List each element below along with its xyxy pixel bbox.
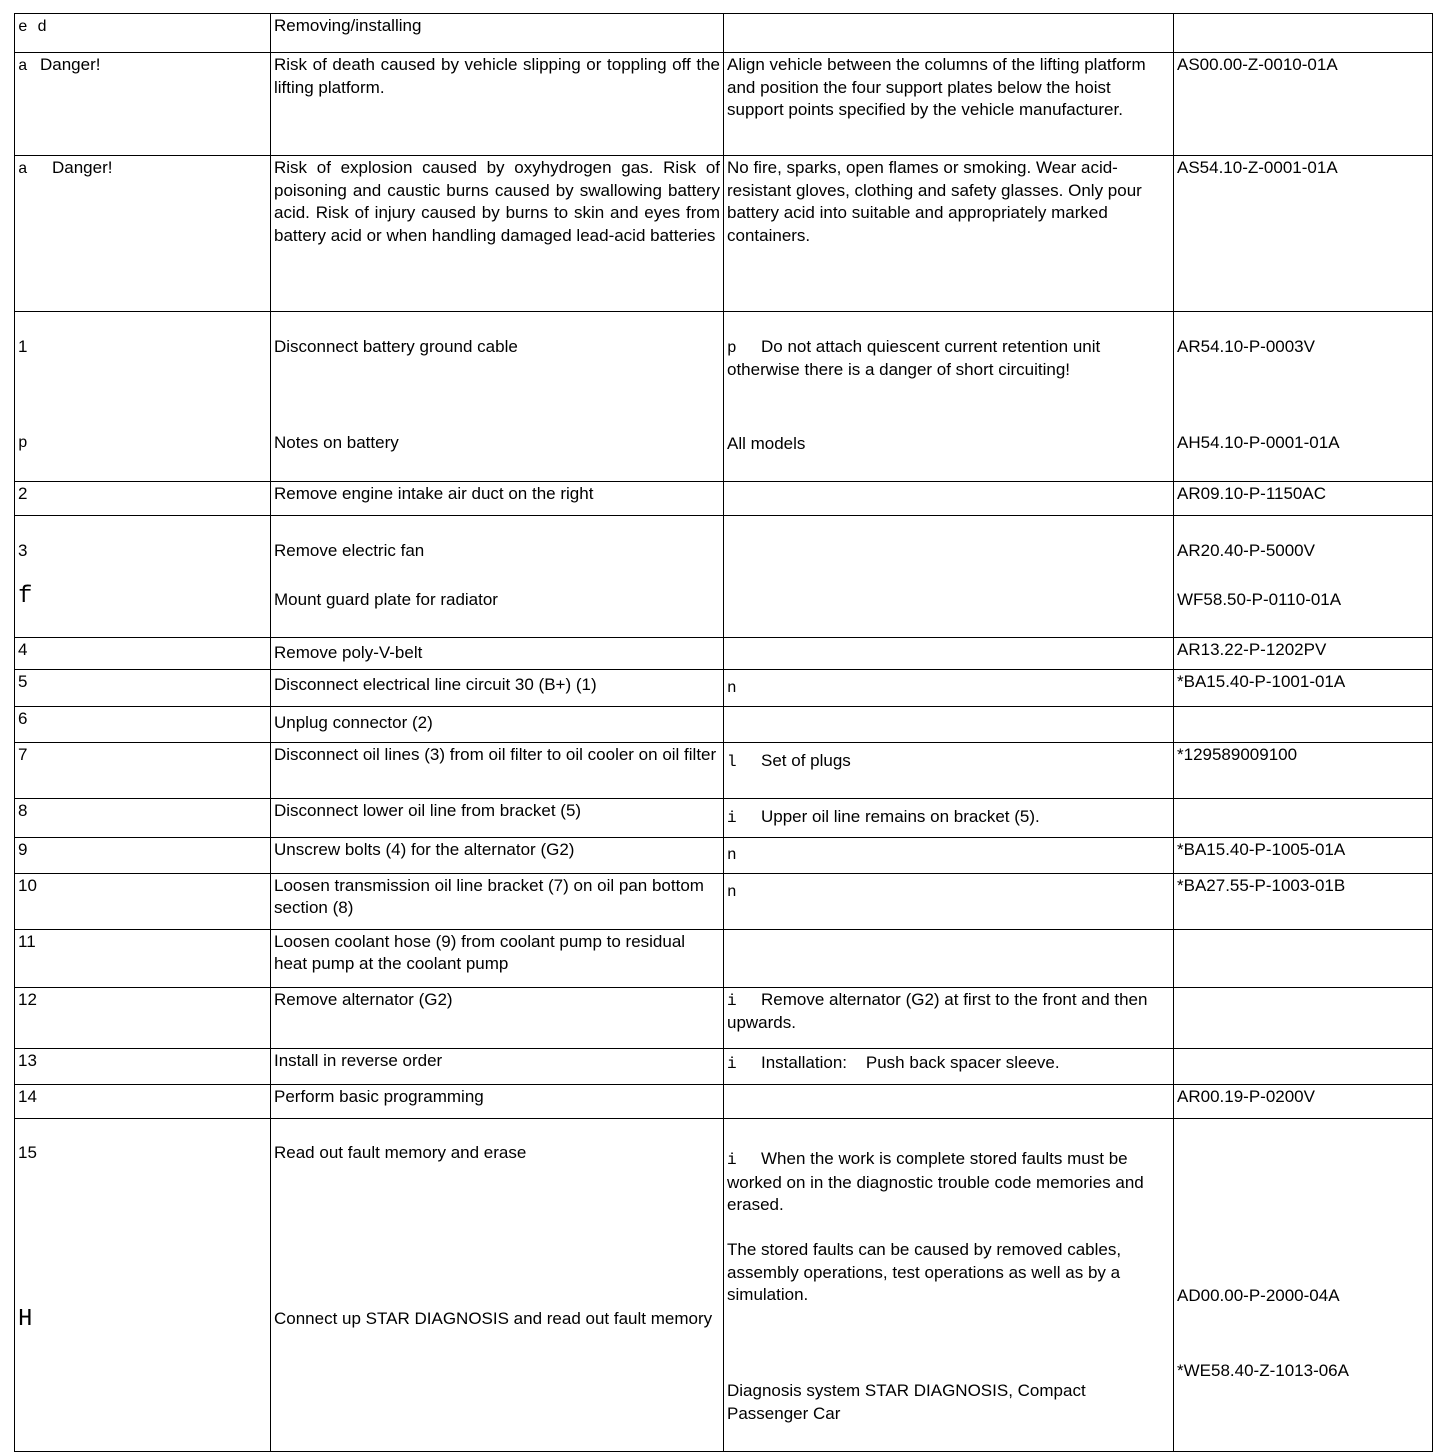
step-action: Remove poly-V-belt: [271, 637, 724, 669]
step-row: [15, 1118, 1433, 1451]
step-action: Perform basic programming: [271, 1084, 724, 1118]
step-number: 2: [15, 482, 271, 516]
header-symbol: e d: [18, 18, 47, 36]
procedure-table: [14, 13, 1433, 1452]
step-number: 9: [15, 837, 271, 873]
step-action: Unplug connector (2): [271, 706, 724, 742]
step-row: [15, 516, 1433, 638]
step-row: [15, 873, 1433, 929]
info-icon: i: [727, 1054, 737, 1073]
step-ref: AR00.19-P-0200V: [1174, 1084, 1433, 1118]
step-action: Remove electric fan: [274, 540, 425, 560]
danger-risk: Risk of explosion caused by oxyhydrogen gas. Risk of poisoning and caustic burns caused by swallowing battery acid. Risk of injury caused by burns to skin and eyes from battery acid or when handling damaged lead-acid batteries: [271, 156, 724, 312]
danger-measure: Align vehicle between the columns of the lifting platform and position the four support plates below the hoist support points specified by the vehicle manufacturer.: [724, 53, 1174, 156]
step-action: Remove alternator (G2): [271, 987, 724, 1048]
danger-label: Danger!: [52, 158, 113, 177]
step-action: Disconnect electrical line circuit 30 (B+) (1): [271, 669, 724, 706]
step-ref: AR20.40-P-5000V: [1177, 540, 1315, 560]
step-row: [15, 987, 1433, 1048]
note-icon: n: [727, 845, 737, 864]
plug-icon: l: [727, 752, 737, 771]
step-action: Disconnect oil lines (3) from oil filter to oil cooler on oil filter: [271, 742, 724, 798]
tool-icon: f: [18, 582, 33, 610]
danger-measure: No fire, sparks, open flames or smoking. Wear acid-resistant gloves, clothing and safety glasses. Only pour battery acid into suitable and appropriately marked containers.: [724, 156, 1174, 312]
step-action: Loosen transmission oil line bracket (7) on oil pan bottom section (8): [271, 873, 724, 929]
step-sub-note: All models: [727, 434, 806, 453]
step-number: 1: [18, 336, 28, 356]
step-note: Installation: Push back spacer sleeve.: [761, 1052, 1060, 1072]
step-action: Disconnect lower oil line from bracket (5): [271, 798, 724, 837]
step-row: [15, 312, 1433, 482]
step-action: Unscrew bolts (4) for the alternator (G2): [271, 837, 724, 873]
step-number: 8: [15, 798, 271, 837]
step-sub-ref: AH54.10-P-0001-01A: [1177, 432, 1340, 452]
step-ref: *129589009100: [1174, 742, 1433, 798]
step-number: 14: [15, 1084, 271, 1118]
step-row: [15, 798, 1433, 837]
step-note-2: The stored faults can be caused by removed cables, assembly operations, test operations as well as by a simulation.: [727, 1240, 1122, 1304]
step-ref: AR54.10-P-0003V: [1177, 336, 1315, 356]
step-number: 5: [15, 669, 271, 706]
step-row: [15, 482, 1433, 516]
step-sub-action: Notes on battery: [274, 432, 399, 452]
step-tool-ref: *WE58.40-Z-1013-06A: [1177, 1361, 1349, 1380]
danger-ref: AS00.00-Z-0010-01A: [1174, 53, 1433, 156]
danger-row: [15, 156, 1433, 312]
step-row: [15, 1084, 1433, 1118]
step-row: [15, 706, 1433, 742]
danger-icon: a: [18, 160, 28, 178]
step-sub-ref: WF58.50-P-0110-01A: [1177, 589, 1342, 609]
step-action: Read out fault memory and erase: [274, 1143, 527, 1162]
step-row: [15, 637, 1433, 669]
step-number: 11: [15, 929, 271, 987]
danger-risk: Risk of death caused by vehicle slipping or toppling off the lifting platform.: [271, 53, 724, 156]
header-row: [15, 14, 1433, 53]
step-number: 10: [15, 873, 271, 929]
header-title: Removing/installing: [271, 14, 724, 53]
step-number: 15: [18, 1143, 37, 1162]
step-action: Remove engine intake air duct on the right: [271, 482, 724, 516]
step-sub-action: Connect up STAR DIAGNOSIS and read out fault memory: [274, 1309, 713, 1328]
info-icon: i: [727, 991, 737, 1010]
step-sub-ref: AD00.00-P-2000-04A: [1177, 1286, 1340, 1305]
danger-icon: a: [18, 57, 28, 75]
step-row: [15, 1048, 1433, 1084]
step-number: 7: [15, 742, 271, 798]
step-number: 3: [18, 540, 28, 560]
step-number: 12: [15, 987, 271, 1048]
step-number: 6: [15, 706, 271, 742]
info-icon: i: [727, 808, 737, 827]
danger-ref: AS54.10-Z-0001-01A: [1174, 156, 1433, 312]
step-note: Remove alternator (G2) at first to the front and then upwards.: [727, 989, 1148, 1032]
step-number: 13: [15, 1048, 271, 1084]
danger-row: [15, 53, 1433, 156]
step-row: [15, 742, 1433, 798]
step-ref: AR09.10-P-1150AC: [1174, 482, 1433, 516]
note-icon: p: [727, 338, 737, 357]
note-icon: n: [727, 882, 737, 901]
step-note: Set of plugs: [761, 750, 851, 770]
step-note: When the work is complete stored faults must be worked on in the diagnostic trouble code memories and erased.: [727, 1149, 1144, 1214]
diagnosis-icon: H: [18, 1306, 33, 1333]
step-action: Loosen coolant hose (9) from coolant pump to residual heat pump at the coolant pump: [271, 929, 724, 987]
step-action: Install in reverse order: [271, 1048, 724, 1084]
step-ref: *BA15.40-P-1001-01A: [1174, 669, 1433, 706]
step-row: [15, 669, 1433, 706]
danger-label: Danger!: [40, 55, 101, 74]
step-note: Do not attach quiescent current retention unit otherwise there is a danger of short circuiting!: [727, 336, 1101, 379]
step-row: [15, 837, 1433, 873]
note-icon: n: [727, 678, 737, 697]
step-action: Disconnect battery ground cable: [274, 336, 518, 356]
step-note: Upper oil line remains on bracket (5).: [761, 806, 1040, 826]
step-number: 4: [15, 637, 271, 669]
step-sub-action: Mount guard plate for radiator: [274, 589, 498, 609]
note-icon: p: [18, 433, 28, 452]
step-ref: *BA27.55-P-1003-01B: [1174, 873, 1433, 929]
step-tool: Diagnosis system STAR DIAGNOSIS, Compact Passenger Car: [727, 1381, 1086, 1423]
step-ref: AR13.22-P-1202PV: [1174, 637, 1433, 669]
info-icon: i: [727, 1151, 737, 1169]
step-ref: *BA15.40-P-1005-01A: [1174, 837, 1433, 873]
step-row: [15, 929, 1433, 987]
